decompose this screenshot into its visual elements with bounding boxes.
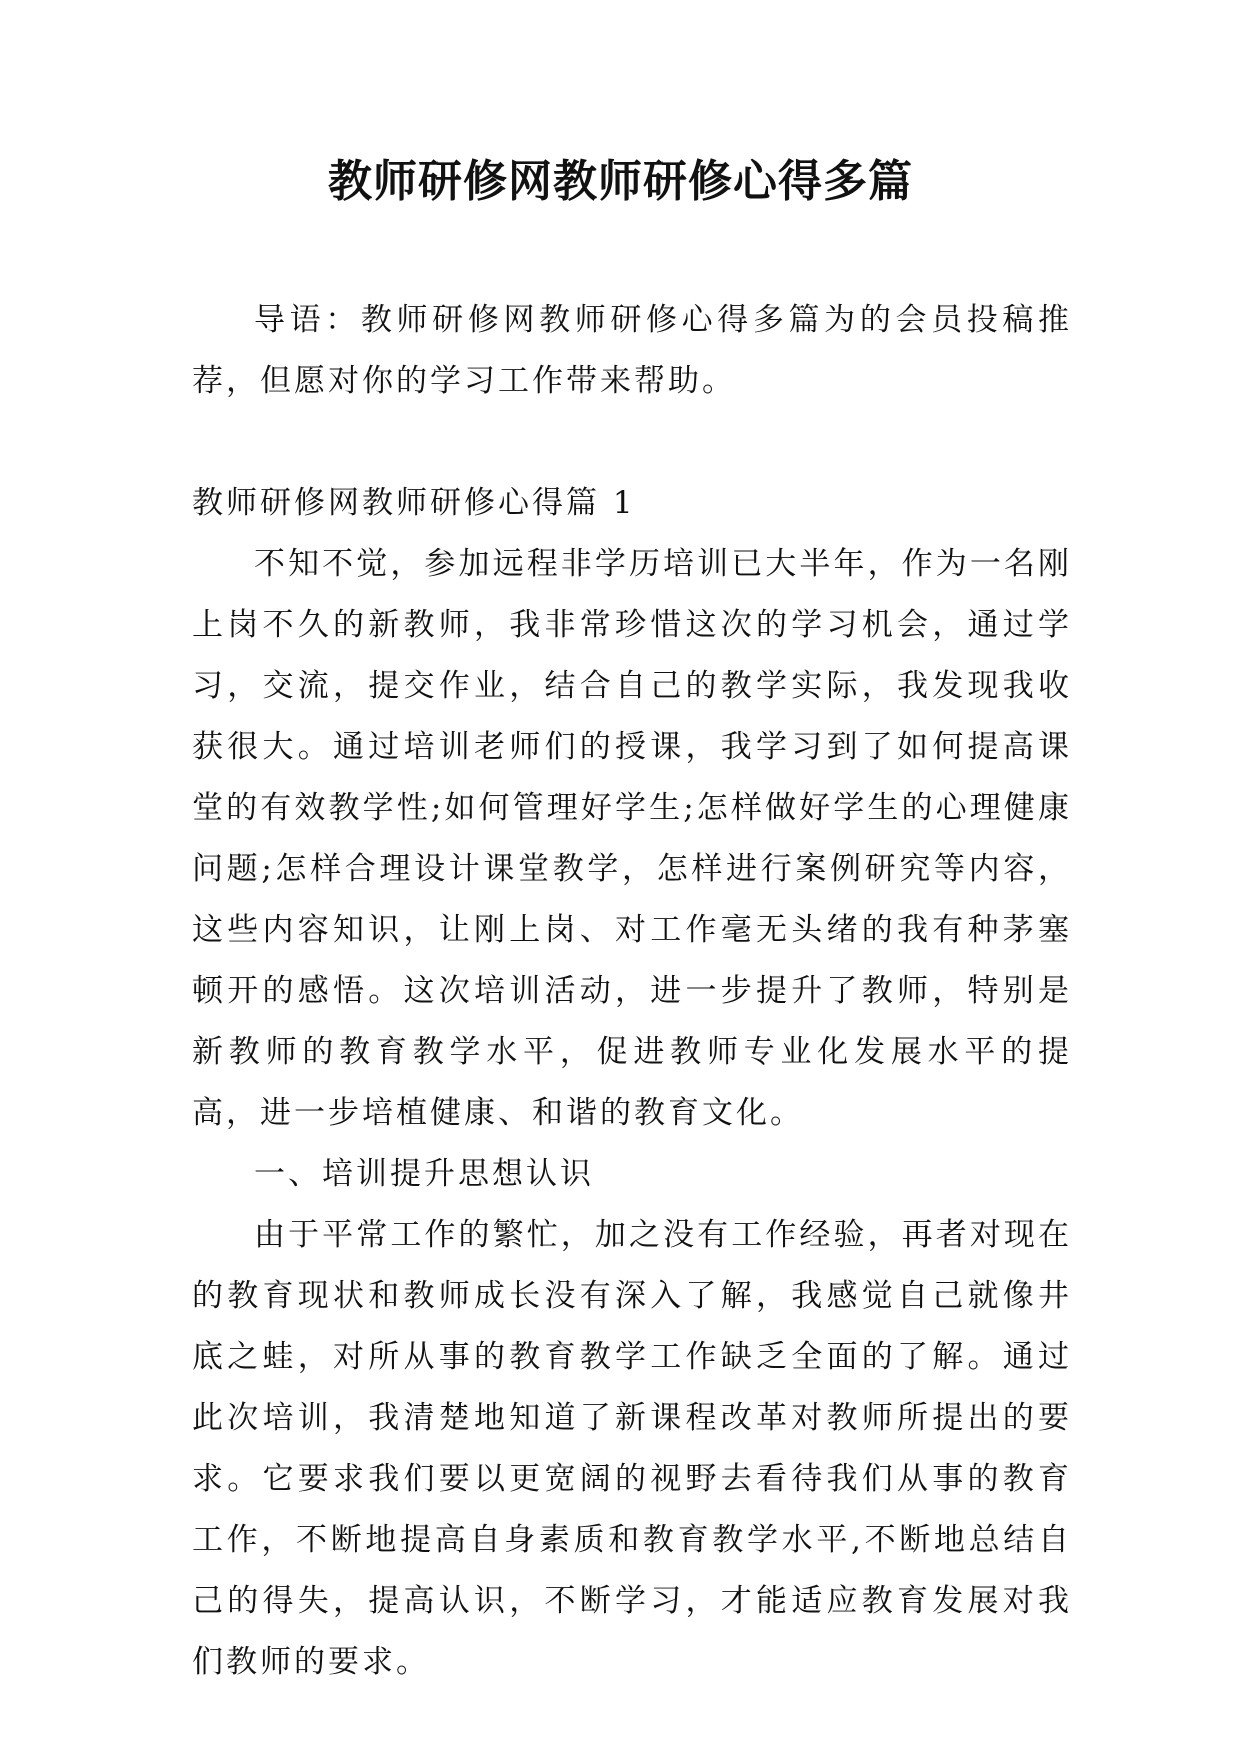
body-paragraph: 不知不觉，参加远程非学历培训已大半年，作为一名刚上岗不久的新教师，我非常珍惜这次的学习机会，通过学习，交流，提交作业，结合自己的教学实际，我发现我收获很大。通过培训老师们的授课，我学习到了如何提高课堂的有效教学性;如何管理好学生;怎样做好学生的心理健康问题;怎样合理设计课堂教学，怎样进行案例研究等内容，这些内容知识，让刚上岗、对工作毫无头绪的我有种茅塞顿开的感悟。这次培训活动，进一步提升了教师，特别是新教师的教育教学水平，促进教师专业化发展水平的提高，进一步培植健康、和谐的教育文化。 [192, 546, 1072, 1131]
page-title: 教师研修网教师研修心得多篇 [328, 156, 913, 207]
document-body [192, 290, 1072, 1693]
section-heading: 教师研修网教师研修心得篇 1 [192, 485, 636, 521]
subheading: 一、培训提升思想认识 [254, 1156, 594, 1192]
body-paragraph: 由于平常工作的繁忙，加之没有工作经验，再者对现在的教育现状和教师成长没有深入了解，我感觉自己就像井底之蛙，对所从事的教育教学工作缺乏全面的了解。通过此次培训，我清楚地知道了新课程改革对教师所提出的要求。它要求我们要以更宽阔的视野去看待我们从事的教育工作，不断地提高自身素质和教育教学水平,不断地总结自己的得失，提高认识，不断学习，才能适应教育发展对我们教师的要求。 [192, 1217, 1072, 1680]
intro-paragraph: 导语：教师研修网教师研修心得多篇为的会员投稿推荐，但愿对你的学习工作带来帮助。 [192, 302, 1072, 399]
